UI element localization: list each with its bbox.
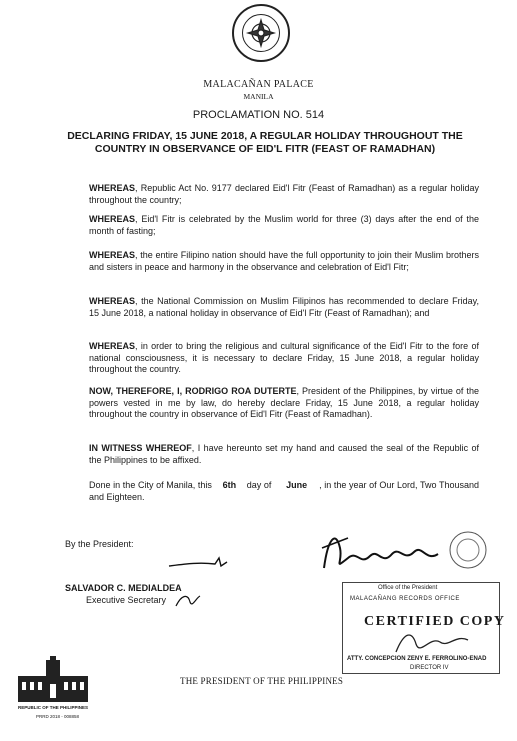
clause-text: , in order to bring the religious and cultural significance of the Eid'l Fitr to the fore of national consciousness, it is necessary to declare Friday, 15 June 2018, a regular holiday throughout the country. bbox=[89, 341, 479, 374]
done-clause bbox=[65, 480, 479, 503]
done-month: June bbox=[286, 480, 308, 490]
clause-1 bbox=[65, 183, 479, 206]
clause-text: , President of the Philippines, by virtue of the powers vested in me by law, do hereby declare Friday, 15 June 2018, a regular holiday throughout the country in observance of Eid'l Fitr (Feast of Ramadhan). bbox=[89, 386, 479, 419]
building-caption: REPUBLIC OF THE PHILIPPINES bbox=[18, 705, 89, 710]
stamp-records-office: MALACAÑANG RECORDS OFFICE bbox=[350, 596, 460, 602]
clause-label: IN WITNESS WHEREOF bbox=[89, 443, 192, 453]
clause-7 bbox=[65, 443, 479, 466]
initials-mark-icon bbox=[172, 590, 202, 610]
clause-text: , I have hereunto set my hand and caused the seal of the Republic of the Philippines to be affixed. bbox=[89, 443, 480, 465]
done-text: Done in the City of Manila, this bbox=[89, 480, 212, 490]
president-footer-line: THE PRESIDENT OF THE PHILIPPINES bbox=[180, 676, 344, 686]
clause-label: WHEREAS bbox=[89, 214, 136, 224]
clause-label: NOW, THEREFORE, I, RODRIGO ROA DUTERTE bbox=[89, 386, 297, 396]
clause-label: WHEREAS bbox=[89, 296, 136, 306]
stamp-officer-name: ATTY. CONCEPCION ZENY E. FERROLINO-ENAD bbox=[347, 656, 487, 662]
stamp-signature-icon bbox=[390, 626, 490, 660]
clause-text: , Republic Act No. 9177 declared Eid'l Fitr (Feast of Ramadhan) as a regular holiday throughout the country; bbox=[89, 183, 479, 205]
clause-5 bbox=[65, 341, 479, 376]
clause-label: WHEREAS bbox=[89, 183, 136, 193]
secretary-title: Executive Secretary bbox=[86, 595, 167, 605]
done-day: 6th bbox=[222, 480, 237, 490]
secretary-signature-icon bbox=[165, 552, 235, 576]
clause-4 bbox=[65, 296, 479, 319]
building-code: PRRD 2018 - 008858 bbox=[36, 714, 80, 719]
stamp-certified-copy: CERTIFIED COPY bbox=[364, 614, 506, 629]
clause-label: WHEREAS bbox=[89, 341, 136, 351]
proclamation-title: DECLARING FRIDAY, 15 JUNE 2018, A REGULAR HOLIDAY THROUGHOUT THE COUNTRY IN OBSERVANCE OF EID'L FITR (FEAST OF RAMADHAN) bbox=[67, 130, 463, 155]
clause-text: , the National Commission on Muslim Filipinos has recommended to declare Friday, 15 June 2018, a national holiday in observance of Eid'l Fitr (Feast of Ramadhan); and bbox=[89, 296, 479, 318]
stamp-office: Office of the President bbox=[378, 585, 438, 591]
palace-building-icon bbox=[16, 654, 90, 704]
presidential-seal-icon bbox=[232, 4, 290, 62]
secretary-name: SALVADOR C. MEDIALDEA bbox=[65, 583, 182, 593]
proclamation-number: PROCLAMATION NO. 514 bbox=[192, 109, 325, 121]
clause-text: , the entire Filipino nation should have the full opportunity to join their Muslim brothers and sisters in peace and harmony in the observance and celebration of Eid'l Fitr; bbox=[89, 250, 479, 272]
stamp-officer-title: DIRECTOR IV bbox=[410, 665, 449, 671]
clause-label: WHEREAS bbox=[89, 250, 136, 260]
done-text: , in the year of Our Lord, Two Thousand and Eighteen. bbox=[89, 480, 479, 502]
palace-name: MALACAÑAN PALACE bbox=[203, 79, 314, 90]
by-the-president: By the President: bbox=[65, 539, 134, 549]
clause-3 bbox=[65, 250, 479, 273]
done-text: day of bbox=[246, 480, 272, 490]
clause-text: , Eid'l Fitr is celebrated by the Muslim world for three (3) days after the end of the month of fasting; bbox=[89, 214, 479, 236]
president-signature-icon bbox=[318, 518, 488, 588]
clause-6 bbox=[65, 386, 479, 421]
city-name: MANILA bbox=[243, 92, 274, 101]
clause-2 bbox=[65, 214, 479, 237]
